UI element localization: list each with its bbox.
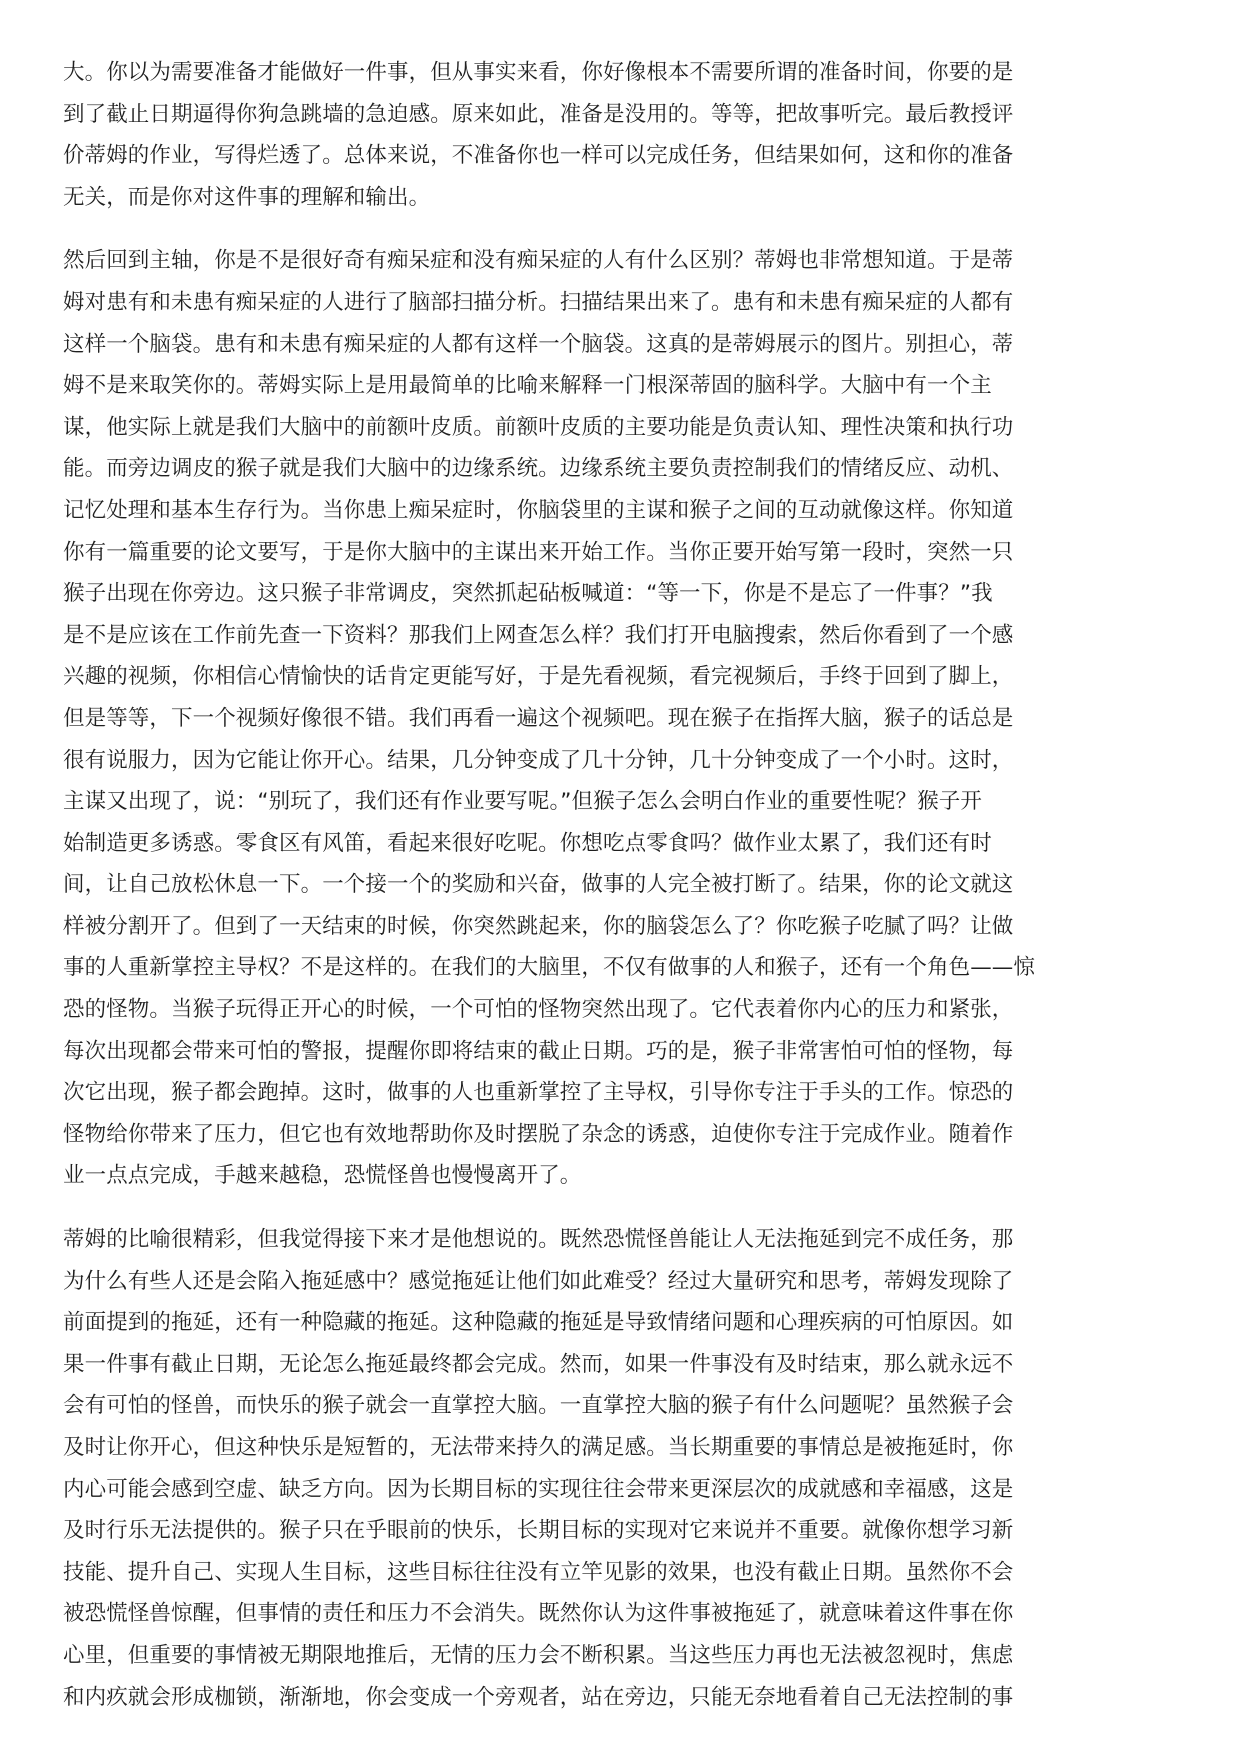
text-line: 价蒂姆的作业，写得烂透了。总体来说，不准备你也一样可以完成任务，但结果如何，这和你的准备 [63,143,1014,169]
text-line: 及时让你开心，但这种快乐是短暂的，无法带来持久的满足感。当长期重要的事情总是被拖延时，你 [63,1435,1014,1460]
text-line: 蒂姆的比喻很精彩，但我觉得接下来才是他想说的。既然恐慌怪兽能让人无法拖延到完不成任务，那 [63,1227,1014,1253]
text-line: 然后回到主轴，你是不是很好奇有痴呆症和没有痴呆症的人有什么区别？蒂姆也非常想知道。于是蒂 [63,248,1014,274]
text-line: 和内疚就会形成枷锁，渐渐地，你会变成一个旁观者，站在旁边，只能无奈地看着自己无法控制的事 [63,1684,1014,1710]
text-line: 到了截止日期逼得你狗急跳墙的急迫感。原来如此，准备是没用的。等等，把故事听完。最后教授评 [63,101,1014,127]
text-line: 技能、提升自己、实现人生目标，这些目标往往没有立竿见影的效果，也没有截止日期。虽然你不会 [63,1559,1014,1585]
text-line: 谋，他实际上就是我们大脑中的前额叶皮质。前额叶皮质的主要功能是负责认知、理性决策和执行功 [63,414,1014,440]
text-line: 姆不是来取笑你的。蒂姆实际上是用最简单的比喻来解释一门根深蒂固的脑科学。大脑中有一个主 [63,373,992,399]
paragraph-1 [63,52,1175,218]
text-line: 怪物给你带来了压力，但它也有效地帮助你及时摆脱了杂念的诱惑，迫使你专注于完成作业。随着作 [63,1121,1014,1147]
document-page [63,52,1175,1740]
text-line: 无关，而是你对这件事的理解和输出。 [63,184,431,210]
text-line: 内心可能会感到空虚、缺乏方向。因为长期目标的实现往往会带来更深层次的成就感和幸福感，这是 [63,1476,1014,1502]
text-line: 你有一篇重要的论文要写，于是你大脑中的主谋出来开始工作。当你正要开始写第一段时，突然一只 [63,539,1014,565]
text-line: 被恐慌怪兽惊醒，但事情的责任和压力不会消失。既然你认为这件事被拖延了，就意味着这件事在你 [63,1601,1014,1627]
text-line: 能。而旁边调皮的猴子就是我们大脑中的边缘系统。边缘系统主要负责控制我们的情绪反应、动机、 [63,456,1014,482]
text-line: 这样一个脑袋。患有和未患有痴呆症的人都有这样一个脑袋。这真的是蒂姆展示的图片。别担心，蒂 [63,331,1014,357]
text-line: 兴趣的视频，你相信心情愉快的话肯定更能写好，于是先看视频，看完视频后，手终于回到了脚上， [63,664,1014,690]
text-line: 始制造更多诱惑。零食区有风笛，看起来很好吃呢。你想吃点零食吗？做作业太累了，我们还有时 [63,830,992,856]
paragraph-2 [63,240,1175,1197]
text-line: 业一点点完成，手越来越稳，恐慌怪兽也慢慢离开了。 [63,1163,582,1189]
text-line: 果一件事有截止日期，无论怎么拖延最终都会完成。然而，如果一件事没有及时结束，那么就永远不 [63,1351,1014,1377]
text-line: 姆对患有和未患有痴呆症的人进行了脑部扫描分析。扫描结果出来了。患有和未患有痴呆症的人都有 [63,289,1014,315]
text-line: 样被分割开了。但到了一天结束的时候，你突然跳起来，你的脑袋怎么了？你吃猴子吃腻了吗？让做 [63,913,1014,939]
paragraph-3 [63,1219,1175,1718]
text-line: 前面提到的拖延，还有一种隐藏的拖延。这种隐藏的拖延是导致情绪问题和心理疾病的可怕原因。如 [63,1310,1014,1336]
text-line: 大。你以为需要准备才能做好一件事，但从事实来看，你好像根本不需要所谓的准备时间，你要的是 [63,60,1014,85]
text-line: 为什么有些人还是会陷入拖延感中？感觉拖延让他们如此难受？经过大量研究和思考，蒂姆发现除了 [63,1268,1014,1294]
text-line: 但是等等，下一个视频好像很不错。我们再看一遍这个视频吧。现在猴子在指挥大脑，猴子的话总是 [63,705,1014,731]
text-line: 记忆处理和基本生存行为。当你患上痴呆症时，你脑袋里的主谋和猴子之间的互动就像这样。你知道 [63,497,1014,523]
text-line: 会有可怕的怪兽，而快乐的猴子就会一直掌控大脑。一直掌控大脑的猴子有什么问题呢？虽然猴子会 [63,1393,1014,1419]
text-line: 很有说服力，因为它能让你开心。结果，几分钟变成了几十分钟，几十分钟变成了一个小时。这时， [63,747,1014,773]
text-line: 是不是应该在工作前先查一下资料？那我们上网查怎么样？我们打开电脑搜索，然后你看到了一个感 [63,622,1014,648]
text-line: 猴子出现在你旁边。这只猴子非常调皮，突然抓起砧板喊道：“等一下，你是不是忘了一件事？”我 [63,581,993,607]
text-line: 间，让自己放松休息一下。一个接一个的奖励和兴奋，做事的人完全被打断了。结果，你的论文就这 [63,872,1014,898]
text-line: 恐的怪物。当猴子玩得正开心的时候，一个可怕的怪物突然出现了。它代表着你内心的压力和紧张， [63,997,1014,1023]
text-line: 事的人重新掌控主导权？不是这样的。在我们的大脑里，不仅有做事的人和猴子，还有一个角色——惊 [63,955,1036,981]
text-line: 主谋又出现了，说：“别玩了，我们还有作业要写呢。”但猴子怎么会明白作业的重要性呢？猴子开 [63,789,982,815]
text-line: 及时行乐无法提供的。猴子只在乎眼前的快乐，长期目标的实现对它来说并不重要。就像你想学习新 [63,1518,1014,1544]
text-line: 每次出现都会带来可怕的警报，提醒你即将结束的截止日期。巧的是，猴子非常害怕可怕的怪物，每 [63,1038,1014,1064]
text-line: 次它出现，猴子都会跑掉。这时，做事的人也重新掌控了主导权，引导你专注于手头的工作。惊恐的 [63,1080,1014,1106]
text-line: 心里，但重要的事情被无期限地推后，无情的压力会不断积累。当这些压力再也无法被忽视时，焦虑 [63,1642,1014,1668]
